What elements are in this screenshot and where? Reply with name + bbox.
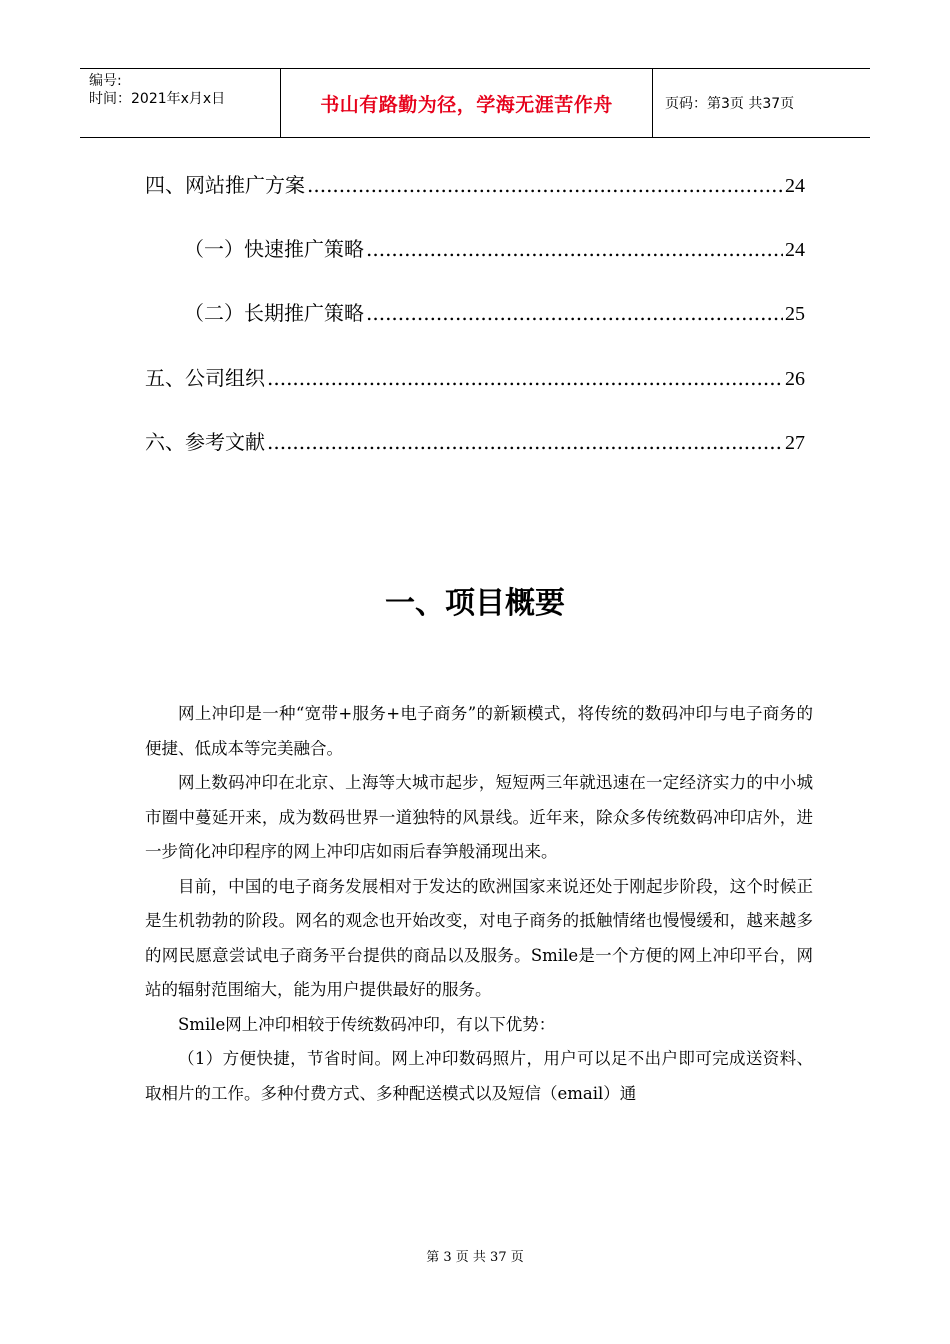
toc-entry-page: 24 <box>785 239 805 261</box>
toc-entry-label: 五、公司组织 <box>145 366 265 390</box>
toc-entry[interactable] <box>145 365 805 392</box>
toc-entry[interactable] <box>184 236 805 263</box>
section-body <box>145 697 813 1111</box>
toc-entry[interactable] <box>184 300 805 327</box>
toc-leader-dots <box>366 300 783 326</box>
toc-leader-dots <box>267 429 783 455</box>
serial-label: 编号: <box>89 73 122 89</box>
paragraph: 网上数码冲印在北京、上海等大城市起步，短短两三年就迅速在一定经济实力的中小城市圈中蔓延开来，成为数码世界一道独特的风景线。近年来，除众多传统数码冲印店外，进一步简化冲印程序的网上冲印店如雨后春笋般涌现出来。 <box>145 773 813 861</box>
paragraph: Smile网上冲印相较于传统数码冲印，有以下优势： <box>178 1014 556 1034</box>
toc-entry-label: （二）长期推广策略 <box>184 301 364 325</box>
toc-leader-dots <box>267 365 783 391</box>
paragraph: 目前，中国的电子商务发展相对于发达的欧洲国家来说还处于刚起步阶段，这个时候正是生机勃勃的阶段。网名的观念也开始改变，对电子商务的抵触情绪也慢慢缓和，越来越多的网民愿意尝试电子商务平台提供的商品以及服务。Smile是一个方便的网上冲印平台，网站的辐射范围缩大，能为用户提供最好的服务。 <box>145 876 813 999</box>
toc-entry[interactable] <box>145 429 805 456</box>
header-meta <box>80 69 281 137</box>
header-motto: 书山有路勤为径，学海无涯苦作舟 <box>281 69 653 137</box>
page-header <box>80 68 870 138</box>
section-title: 一、项目概要 <box>385 586 565 621</box>
toc-entry-page: 26 <box>785 368 805 390</box>
toc-leader-dots <box>366 236 783 262</box>
toc-entry-label: 四、网站推广方案 <box>145 173 305 197</box>
page-footer: 第 3 页 共 37 页 <box>426 1250 524 1265</box>
paragraph: 网上冲印是一种“宽带+服务+电子商务”的新颖模式，将传统的数码冲印与电子商务的便捷、低成本等完美融合。 <box>145 704 813 758</box>
toc-entry[interactable] <box>145 172 805 199</box>
toc-entry-label: （一）快速推广策略 <box>184 237 364 261</box>
toc-entry-page: 24 <box>785 175 805 197</box>
toc-leader-dots <box>307 172 783 198</box>
toc-entry-label: 六、参考文献 <box>145 430 265 454</box>
toc-entry-page: 27 <box>785 432 805 454</box>
toc-entry-page: 25 <box>785 303 805 325</box>
header-page-info: 页码：第3页 共37页 <box>665 96 795 112</box>
time-label: 时间：2021年x月x日 <box>89 91 226 107</box>
paragraph: （1）方便快捷，节省时间。网上冲印数码照片，用户可以足不出户即可完成送资料、取相片的工作。多种付费方式、多种配送模式以及短信（email）通 <box>145 1049 813 1103</box>
